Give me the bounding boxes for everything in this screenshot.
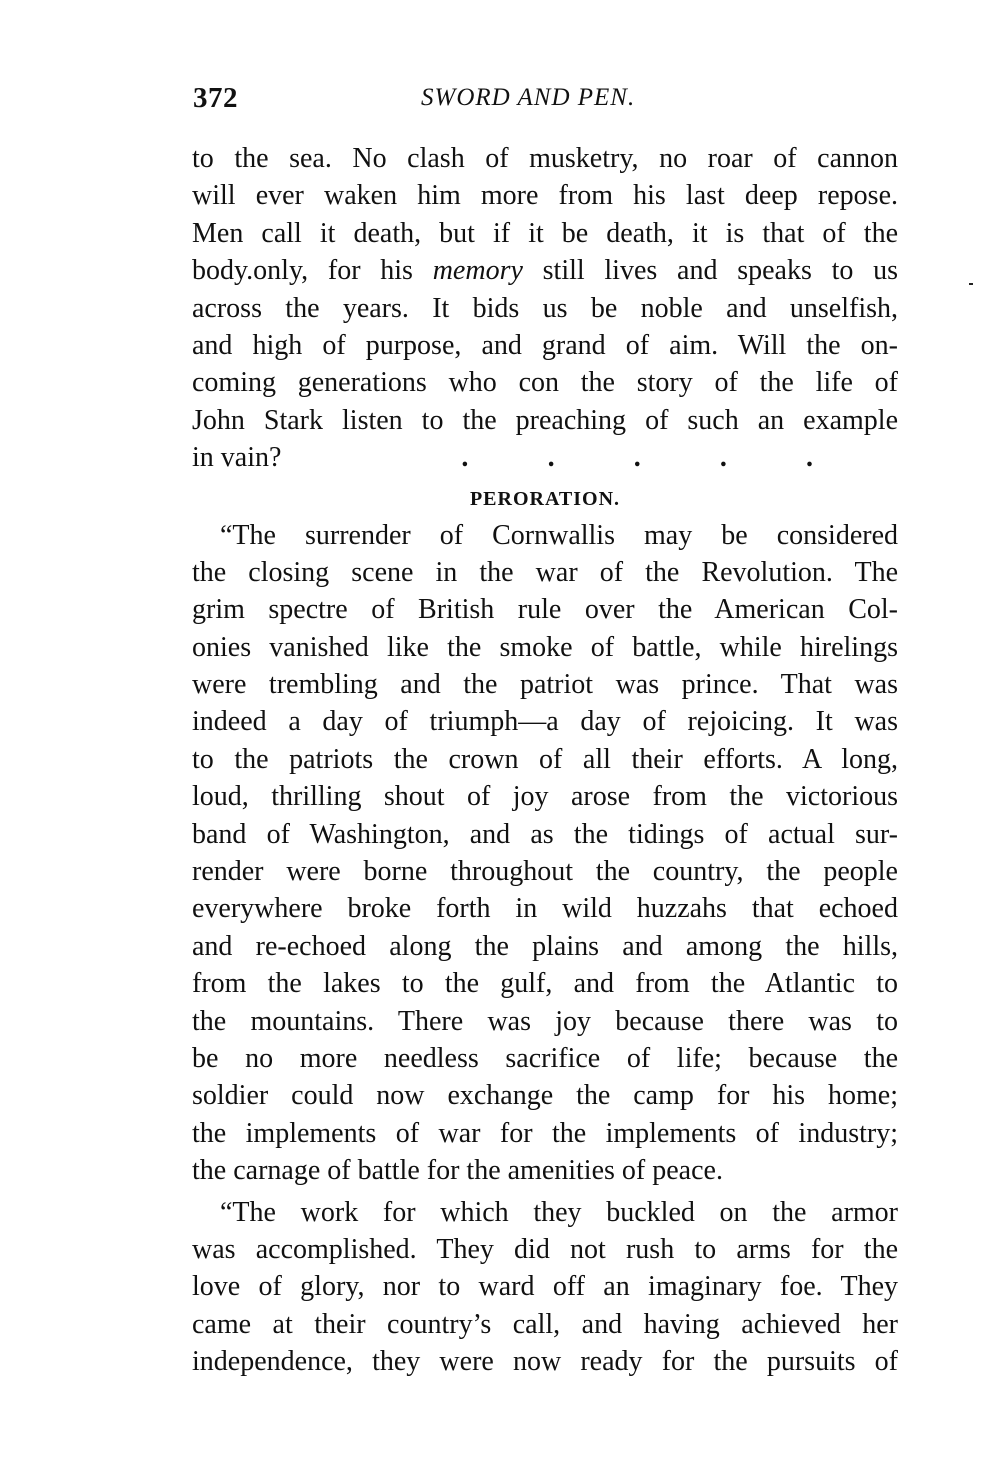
- text-line: onies vanished like the smoke of battle, while hirelings: [192, 631, 898, 663]
- text-line: indeed a day of triumph—a day of rejoicing. It was: [192, 706, 898, 738]
- text-line: John Stark listen to the preaching of such an example: [192, 404, 898, 436]
- text-line: were trembling and the patriot was prince. That was: [192, 669, 898, 701]
- text-line: love of glory, nor to ward off an imaginary foe. They: [192, 1271, 898, 1303]
- text-line-ellipsis: [192, 439, 898, 476]
- text-line: be no more needless sacrifice of life; because the: [192, 1042, 898, 1074]
- text-line: from the lakes to the gulf, and from the Atlantic to: [192, 968, 898, 1000]
- text-line: band of Washington, and as the tidings of actual sur-: [192, 818, 898, 850]
- text-line: independence, they were now ready for the pursuits of: [192, 1346, 898, 1378]
- text-line: the closing scene in the war of the Revolution. The: [192, 556, 898, 588]
- ellipsis-dots: [461, 439, 813, 476]
- text-line: the implements of war for the implements of industry;: [192, 1117, 898, 1149]
- text-line: and re-echoed along the plains and among the hills,: [192, 930, 898, 962]
- text-line: to the sea. No clash of musketry, no roar of cannon: [192, 143, 898, 174]
- page-number: 372: [193, 82, 238, 114]
- text-fragment: still lives and speaks to us: [522, 255, 899, 287]
- text-line: came at their country’s call, and having achieved her: [192, 1308, 898, 1340]
- text-line: the mountains. There was joy because there was to: [192, 1005, 898, 1037]
- running-head: [193, 82, 903, 122]
- text-fragment: body.only, for his: [192, 255, 433, 287]
- section-heading: PERORATION.: [469, 487, 621, 510]
- text-line: “The surrender of Cornwallis may be considered: [220, 519, 898, 551]
- text-line: [192, 252, 898, 289]
- body-text: [192, 140, 898, 1381]
- ellipsis-dot: .: [633, 442, 641, 474]
- text-line: coming generations who con the story of the life of: [192, 367, 898, 399]
- text-line: loud, thrilling shout of joy arose from the victorious: [192, 781, 898, 813]
- ellipsis-dot: .: [805, 442, 813, 474]
- running-title: SWORD AND PEN.: [421, 84, 636, 111]
- text-line: will ever waken him more from his last deep repose.: [192, 180, 898, 212]
- ellipsis-dot: .: [719, 442, 727, 474]
- italic-word: memory: [432, 255, 523, 287]
- text-line: the carnage of battle for the amenities of peace.: [192, 1155, 723, 1187]
- text-line: Men call it death, but if it be death, it is that of the: [192, 217, 898, 249]
- text-line: and high of purpose, and grand of aim. Will the on-: [192, 329, 898, 361]
- text-line: soldier could now exchange the camp for his home;: [192, 1080, 898, 1112]
- ellipsis-dot: .: [547, 442, 555, 474]
- text-line: render were borne throughout the country, the people: [192, 856, 898, 888]
- ellipsis-dot: .: [461, 442, 469, 474]
- text-line: grim spectre of British rule over the American Col-: [192, 594, 898, 626]
- text-line: “The work for which they buckled on the armor: [220, 1196, 898, 1228]
- text-line: everywhere broke forth in wild huzzahs that echoed: [192, 893, 898, 925]
- text-line: across the years. It bids us be noble and unselfish,: [192, 292, 898, 324]
- scan-speck: [969, 283, 973, 285]
- text-fragment: in vain?: [192, 442, 282, 474]
- text-line: to the patriots the crown of all their efforts. A long,: [192, 743, 898, 775]
- text-line: was accomplished. They did not rush to arms for the: [192, 1233, 898, 1265]
